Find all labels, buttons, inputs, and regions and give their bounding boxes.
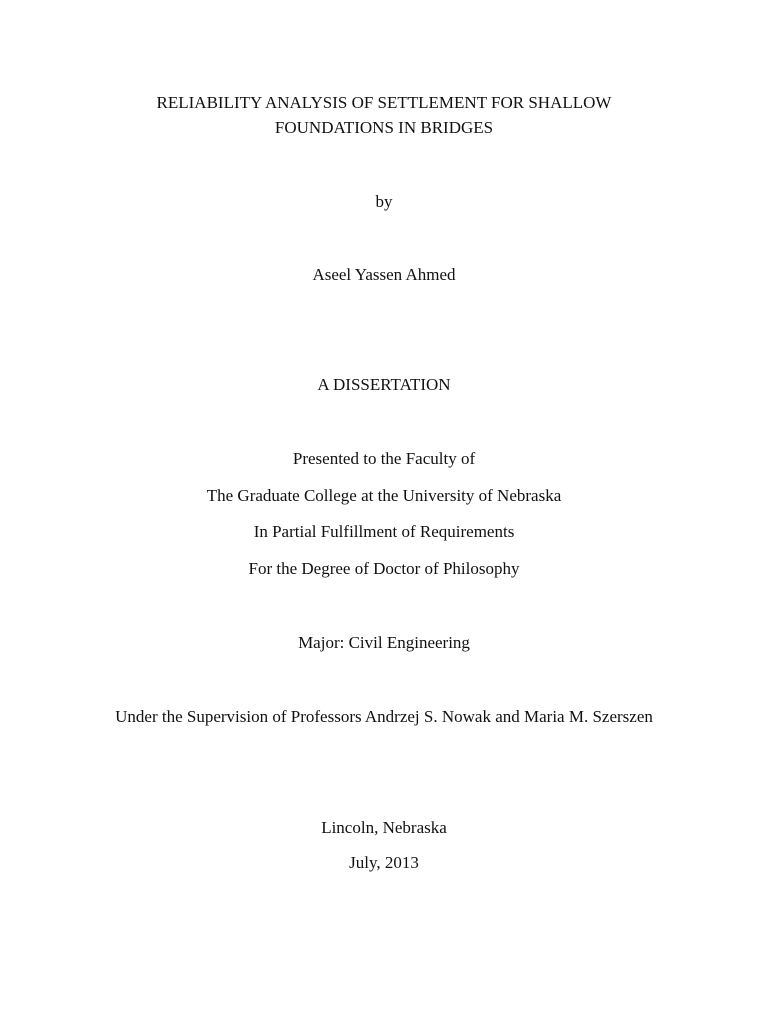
title-line-2: FOUNDATIONS IN BRIDGES xyxy=(274,118,494,137)
author-name: Aseel Yassen Ahmed xyxy=(312,265,456,284)
degree: For the Degree of Doctor of Philosophy xyxy=(248,559,520,578)
graduate-college: The Graduate College at the University of Nebraska xyxy=(206,486,562,505)
by-text: by xyxy=(375,192,393,211)
supervision: Under the Supervision of Professors Andrzej S. Nowak and Maria M. Szerszen xyxy=(115,707,653,726)
date: July, 2013 xyxy=(349,853,419,872)
title-line-1: RELIABILITY ANALYSIS OF SETTLEMENT FOR SHALLOW xyxy=(156,93,612,112)
location: Lincoln, Nebraska xyxy=(321,818,447,837)
document-type: A DISSERTATION xyxy=(317,375,451,394)
partial-fulfillment: In Partial Fulfillment of Requirements xyxy=(253,522,515,541)
presented-to: Presented to the Faculty of xyxy=(292,449,476,468)
major: Major: Civil Engineering xyxy=(298,633,470,652)
